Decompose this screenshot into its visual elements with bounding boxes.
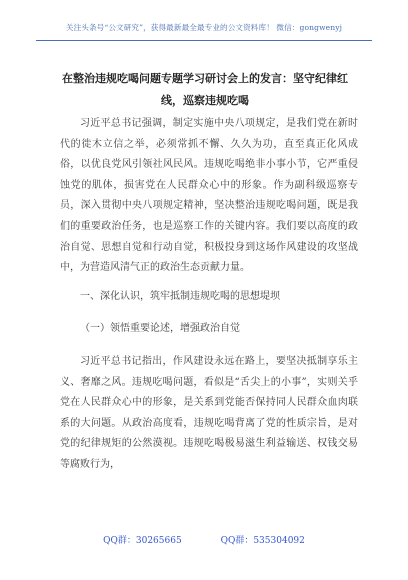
document-body (60, 114, 358, 476)
body-paragraph-2: 习近平总书记指出，作风建设永远在路上，要坚决抵制享乐主义、奢靡之风。违规吃喝问题，看似是“舌尖上的小事”，实则关乎党在人民群众心中的形象，是关系到党能否保持同人民群众血肉联系的大问题。从政治高度看，违规吃喝背离了党的性质宗旨，是对党的纪律规矩的公然漠视。违规吃喝极易滋生利益输送、权钱交易等腐败行为， (60, 355, 358, 470)
footer-qq-group-2: QQ群：535304092 (220, 536, 305, 546)
header-banner: 关注头条号“公文研究”，获得最新最全最专业的公文资料库！ 微信：gongwenyj (65, 23, 343, 32)
subsection-heading-1: （一）领悟重要论述，增强政治自觉 (80, 323, 240, 335)
intro-paragraph: 习近平总书记强调，制定实施中央八项规定，是我们党在新时代的徙木立信之举，必须常抓不懈、久久为功，直至真正化风成俗，以优良党风引领社风民风。违规吃喝绝非小事小节，它严重侵蚀党的肌体，损害党在人民群众心中的形象。作为副科级巡察专员，深入贯彻中央八项规定精神，坚决整治违规吃喝问题，既是我们的重要政治任务，也是巡察工作的关键内容。我们要以高度的政治自觉、思想自觉和行动自觉，积极投身到这场作风建设的攻坚战中，为营造风清气正的政治生态贡献力量。 (60, 118, 358, 274)
section-heading-1: 一、深化认识，筑牢抵制违规吃喝的思想堤坝 (80, 290, 280, 302)
document-title: 在整治违规吃喝问题专题学习研讨会上的发言：坚守纪律红线，巡察违规吃喝 (62, 72, 348, 107)
header-divider (36, 40, 372, 41)
footer-qq-group-1: QQ群：30265665 (103, 536, 182, 546)
footer (0, 533, 408, 546)
